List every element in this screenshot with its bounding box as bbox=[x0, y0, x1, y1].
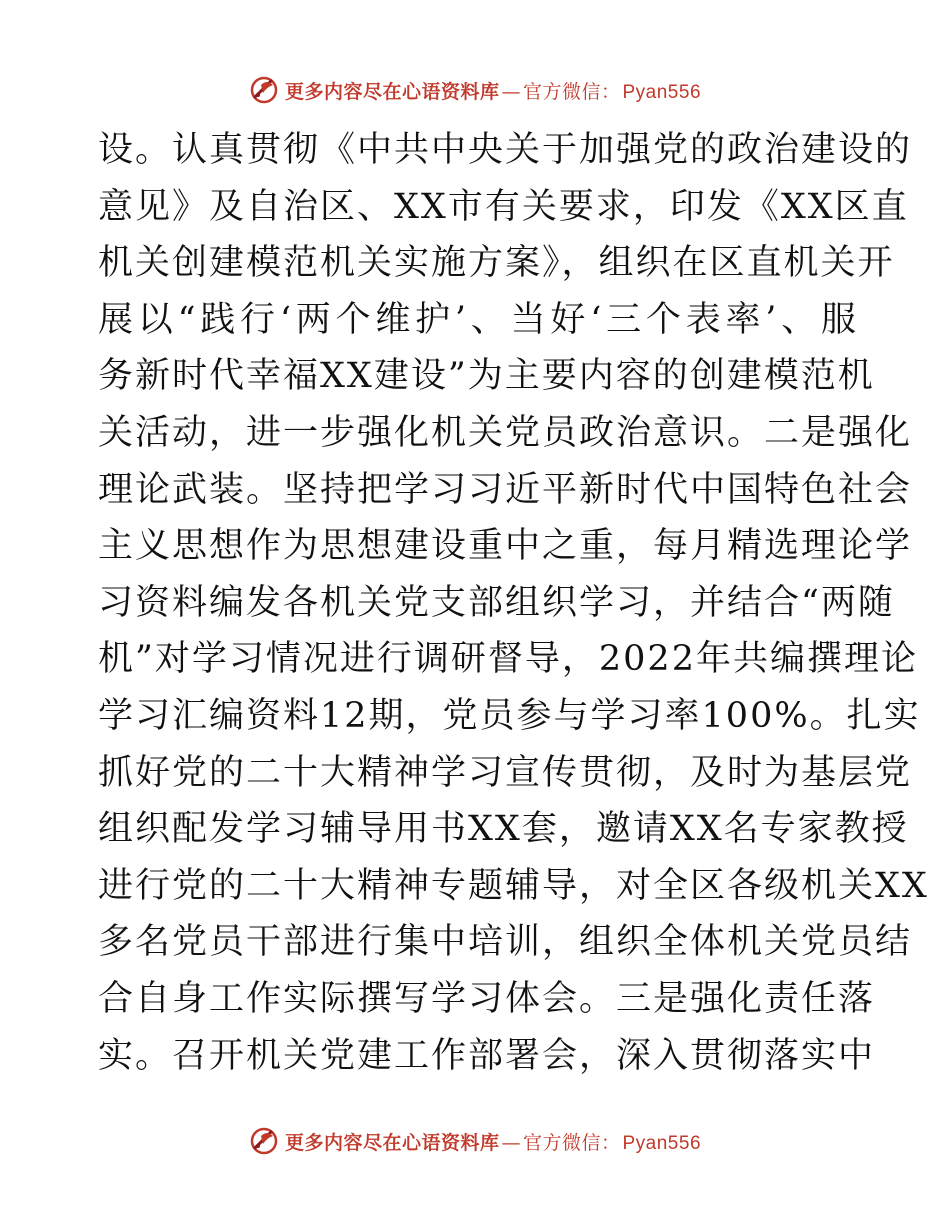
text-line: 设。认真贯彻《中共中央关于加强党的政治建设的 bbox=[98, 130, 913, 170]
text-line: 主义思想作为思想建设重中之重，每月精选理论学 bbox=[98, 526, 913, 567]
document-body bbox=[98, 122, 929, 1084]
watermark-separator: — bbox=[501, 80, 521, 103]
text-line: 组织配发学习辅导用书XX套，邀请XX名专家教授 bbox=[98, 809, 909, 850]
red-stylized-logo-icon bbox=[249, 75, 279, 105]
text-line: 展以“践行‘两个维护’、当好‘三个表率’、服 bbox=[98, 299, 858, 340]
red-stylized-logo-icon bbox=[249, 1126, 279, 1156]
header-watermark bbox=[0, 72, 950, 108]
watermark-contact-id: Pyan556 bbox=[622, 1132, 702, 1154]
text-line: 意见》及自治区、XX市有关要求，印发《XX区直 bbox=[98, 186, 909, 227]
watermark-contact-label: 官方微信： bbox=[522, 1131, 621, 1154]
text-line: 合自身工作实际撰写学习体会。三是强化责任落 bbox=[98, 978, 876, 1019]
watermark-title: 更多内容尽在心语资料库 bbox=[284, 80, 500, 103]
text-line: 习资料编发各机关党支部组织学习，并结合“两随 bbox=[98, 582, 895, 623]
watermark-contact-label: 官方微信： bbox=[522, 80, 621, 103]
text-line: 多名党员干部进行集中培训，组织全体机关党员结 bbox=[98, 922, 913, 963]
text-line: 机”对学习情况进行调研督导，2022年共编撰理论 bbox=[98, 639, 918, 680]
watermark-separator: — bbox=[501, 1131, 521, 1154]
watermark-contact-id: Pyan556 bbox=[622, 81, 702, 103]
watermark-title: 更多内容尽在心语资料库 bbox=[284, 1131, 500, 1154]
watermark-text bbox=[285, 77, 701, 104]
text-line: 实。召开机关党建工作部署会，深入贯彻落实中 bbox=[98, 1035, 876, 1076]
text-line: 务新时代幸福XX建设”为主要内容的创建模范机 bbox=[98, 356, 875, 397]
text-line: 理论武装。坚持把学习习近平新时代中国特色社会 bbox=[98, 469, 913, 510]
text-line: 学习汇编资料12期，党员参与学习率100%。扎实 bbox=[98, 695, 921, 736]
watermark-text bbox=[285, 1128, 701, 1155]
text-line: 关活动，进一步强化机关党员政治意识。二是强化 bbox=[98, 412, 913, 453]
text-line: 抓好党的二十大精神学习宣传贯彻，及时为基层党 bbox=[98, 752, 913, 793]
text-line: 机关创建模范机关实施方案》，组织在区直机关开 bbox=[98, 243, 895, 284]
text-line: 进行党的二十大精神专题辅导，对全区各级机关XX bbox=[98, 865, 929, 906]
footer-watermark bbox=[0, 1123, 950, 1159]
